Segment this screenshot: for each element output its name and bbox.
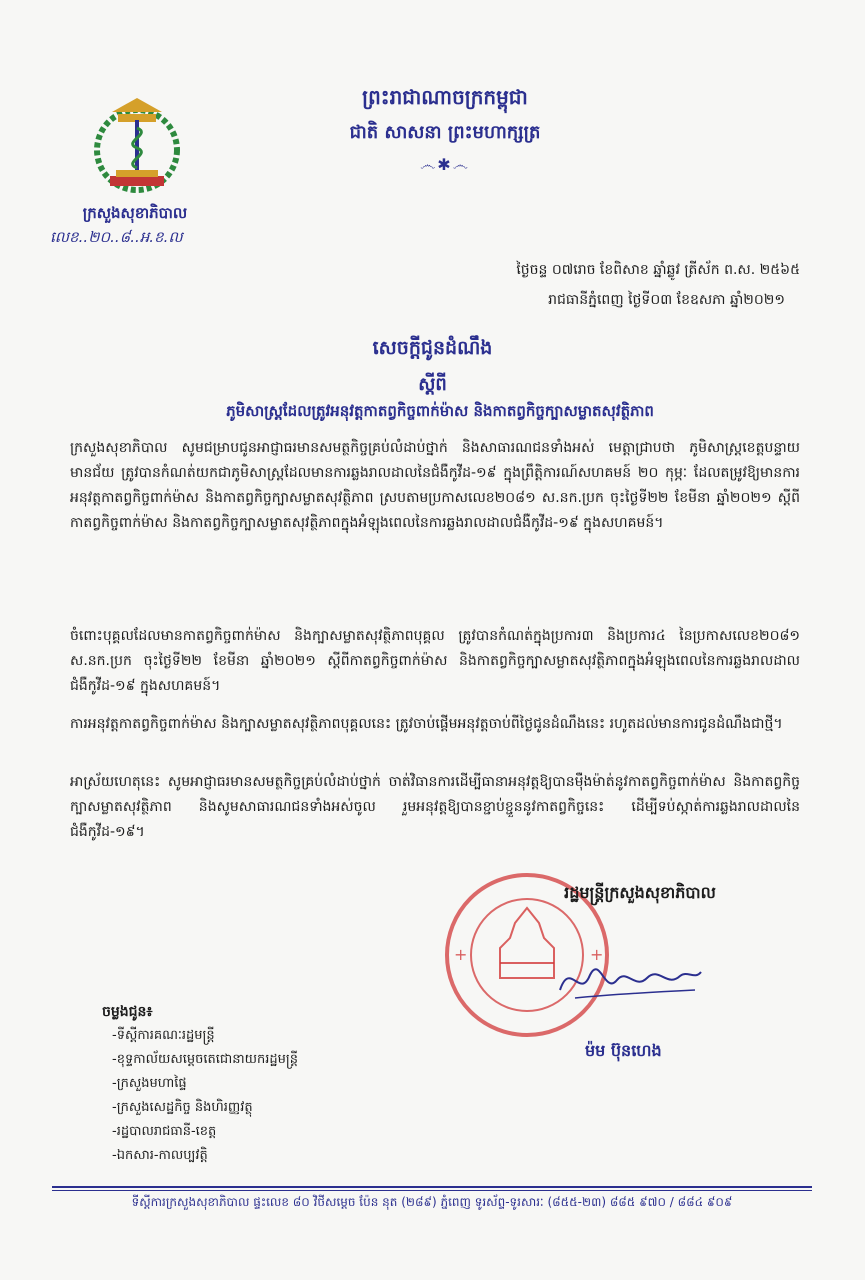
cc-recipient-list	[112, 1024, 298, 1168]
signatory-name: ម៉ម ប៊ុនហេង	[585, 1041, 662, 1060]
svg-text:+: +	[590, 945, 604, 964]
cc-recipient: -រដ្ឋបាលរាជធានី-ខេត្ត	[112, 1124, 217, 1139]
cc-recipient: -ឯកសារ-កាលប្បវត្តិ	[112, 1148, 208, 1163]
cc-recipient: -ទីស្តីការគណៈរដ្ឋមន្ត្រី	[112, 1028, 215, 1043]
national-motto: ជាតិ សាសនា ព្រះមហាក្សត្រ	[349, 122, 541, 143]
cc-recipient: -ខុទ្ទកាល័យសម្តេចតេជោនាយករដ្ឋមន្ត្រី	[112, 1052, 298, 1067]
subject-title: ភូមិសាស្ត្រដែលត្រូវអនុវត្តកាតព្វកិច្ចពាក់ម៉ាស និងកាតព្វកិច្ចក្បាសម្លាតសុវត្ថិភាព	[226, 402, 654, 420]
lunar-date: ថ្ងៃចន្ទ ០៧រោច ខែពិសាខ ឆ្នាំឆ្លូវ ត្រីស័ក ព.ស. ២៥៦៥	[516, 262, 800, 278]
paragraph-2: ចំពោះបុគ្គលដែលមានកាតព្វកិច្ចពាក់ម៉ាស និងក្បាសម្លាតសុវត្ថិភាពបុគ្គល ត្រូវបានកំណត់ក្នុងប្រការ៣ និងប្រការ៤ នៃប្រកាសលេខ២០៨១ ស.នក.ប្រក ចុះថ្ងៃទី២២ ខែមីនា ឆ្នាំ២០២១ ស្តីពីកាតព្វកិច្ចពាក់ម៉ាស និងកាតព្វកិច្ចក្បាសម្លាតសុវត្ថិភាពក្នុងអំឡុងពេលនៃការឆ្លងរាលដាលជំងឺកូវីដ-១៩ ក្នុងសហគមន៍។	[70, 628, 800, 694]
paragraph-4: អាស្រ័យហេតុនេះ សូមអាជ្ញាធរមានសមត្ថកិច្ចគ្រប់លំដាប់ថ្នាក់ ចាត់វិធានការដើម្បីធានាអនុវត្តឱ្យបានម៉ឺងម៉ាត់នូវកាតព្វកិច្ចពាក់ម៉ាស និងកាតព្វកិច្ចក្បាសម្លាតសុវត្ថិភាព និងសូមសាធារណជនទាំងអស់ចូល រួមអនុវត្តឱ្យបានខ្ជាប់ខ្ជួននូវកាតព្វកិច្ចនេះ ដើម្បីទប់ស្កាត់ការឆ្លងរាលដាលនៃជំងឺកូវីដ-១៩។	[70, 774, 800, 840]
ministry-name: ក្រសួងសុខាភិបាល	[82, 204, 188, 222]
svg-text:+: +	[454, 945, 468, 964]
document-type-title: សេចក្តីជូនដំណឹង	[372, 337, 493, 359]
solar-date: រាជធានីភ្នំពេញ ថ្ងៃទី០៣ ខែឧសភា ឆ្នាំ២០២១	[548, 292, 785, 308]
concerning-label: ស្តីពី	[418, 374, 447, 395]
kingdom-heading: ព្រះរាជាណាចក្រកម្ពុជា	[362, 85, 528, 109]
cc-recipient: -ក្រសួងមហាផ្ទៃ	[112, 1076, 187, 1091]
cc-recipient: -ក្រសួងសេដ្ឋកិច្ច និងហិរញ្ញវត្ថុ	[112, 1100, 253, 1115]
ministry-emblem-logo	[82, 92, 192, 202]
paragraph-3: ការអនុវត្តកាតព្វកិច្ចពាក់ម៉ាស និងក្បាសម្លាតសុវត្ថិភាពបុគ្គលនេះ ត្រូវចាប់ផ្តើមអនុវត្តចាប់ពីថ្ងៃជូនដំណឹងនេះ រហូតដល់មានការជូនដំណឹងជាថ្មី។	[70, 716, 783, 732]
footer-divider	[52, 1186, 812, 1188]
handwritten-signature	[555, 950, 705, 1010]
reference-number: លេខ..២០..៨..អ.ខ.ល	[50, 228, 183, 246]
ornament-divider: ෴✱෴	[420, 155, 470, 174]
footer-divider-thin	[52, 1190, 812, 1191]
cc-heading: ចម្លងជូន៖	[102, 1004, 153, 1020]
footer-address: ទីស្តីការក្រសួងសុខាភិបាល ផ្ទះលេខ ៨០ វិថីសម្តេច ប៉ែន នុត (២៨៩) ភ្នំពេញ ទូរស័ព្ទ-ទូរសារៈ (៨៥៥-២៣) ៨៨៥ ៩៧០ / ៨៨៤ ៩០៩	[131, 1195, 733, 1209]
signatory-title: រដ្ឋមន្ត្រីក្រសួងសុខាភិបាល	[564, 883, 716, 902]
paragraph-1: ក្រសួងសុខាភិបាល សូមជម្រាបជូនអាជ្ញាធរមានសមត្ថកិច្ចគ្រប់លំដាប់ថ្នាក់ និងសាធារណជនទាំងអស់ មេត្តាជ្រាបថា ភូមិសាស្ត្រខេត្តបន្ទាយមានជ័យ ត្រូវបានកំណត់យកជាភូមិសាស្ត្រដែលមានការឆ្លងរាលដាលនៃជំងឺកូវីដ-១៩ ក្នុងព្រឹត្តិការណ៍សហគមន៍ ២០ កុម្ភៈ ដែលតម្រូវឱ្យមានការអនុវត្តកាតព្វកិច្ចពាក់ម៉ាស និងកាតព្វកិច្ចក្បាសម្លាតសុវត្ថិភាព ស្របតាមប្រកាសលេខ២០៨១ ស.នក.ប្រក ចុះថ្ងៃទី២២ ខែមីនា ឆ្នាំ២០២១ ស្តីពីកាតព្វកិច្ចពាក់ម៉ាស និងកាតព្វកិច្ចក្បាសម្លាតសុវត្ថិភាពក្នុងអំឡុងពេលនៃការឆ្លងរាលដាលជំងឺកូវីដ-១៩ ក្នុងសហគមន៍។	[70, 440, 800, 531]
